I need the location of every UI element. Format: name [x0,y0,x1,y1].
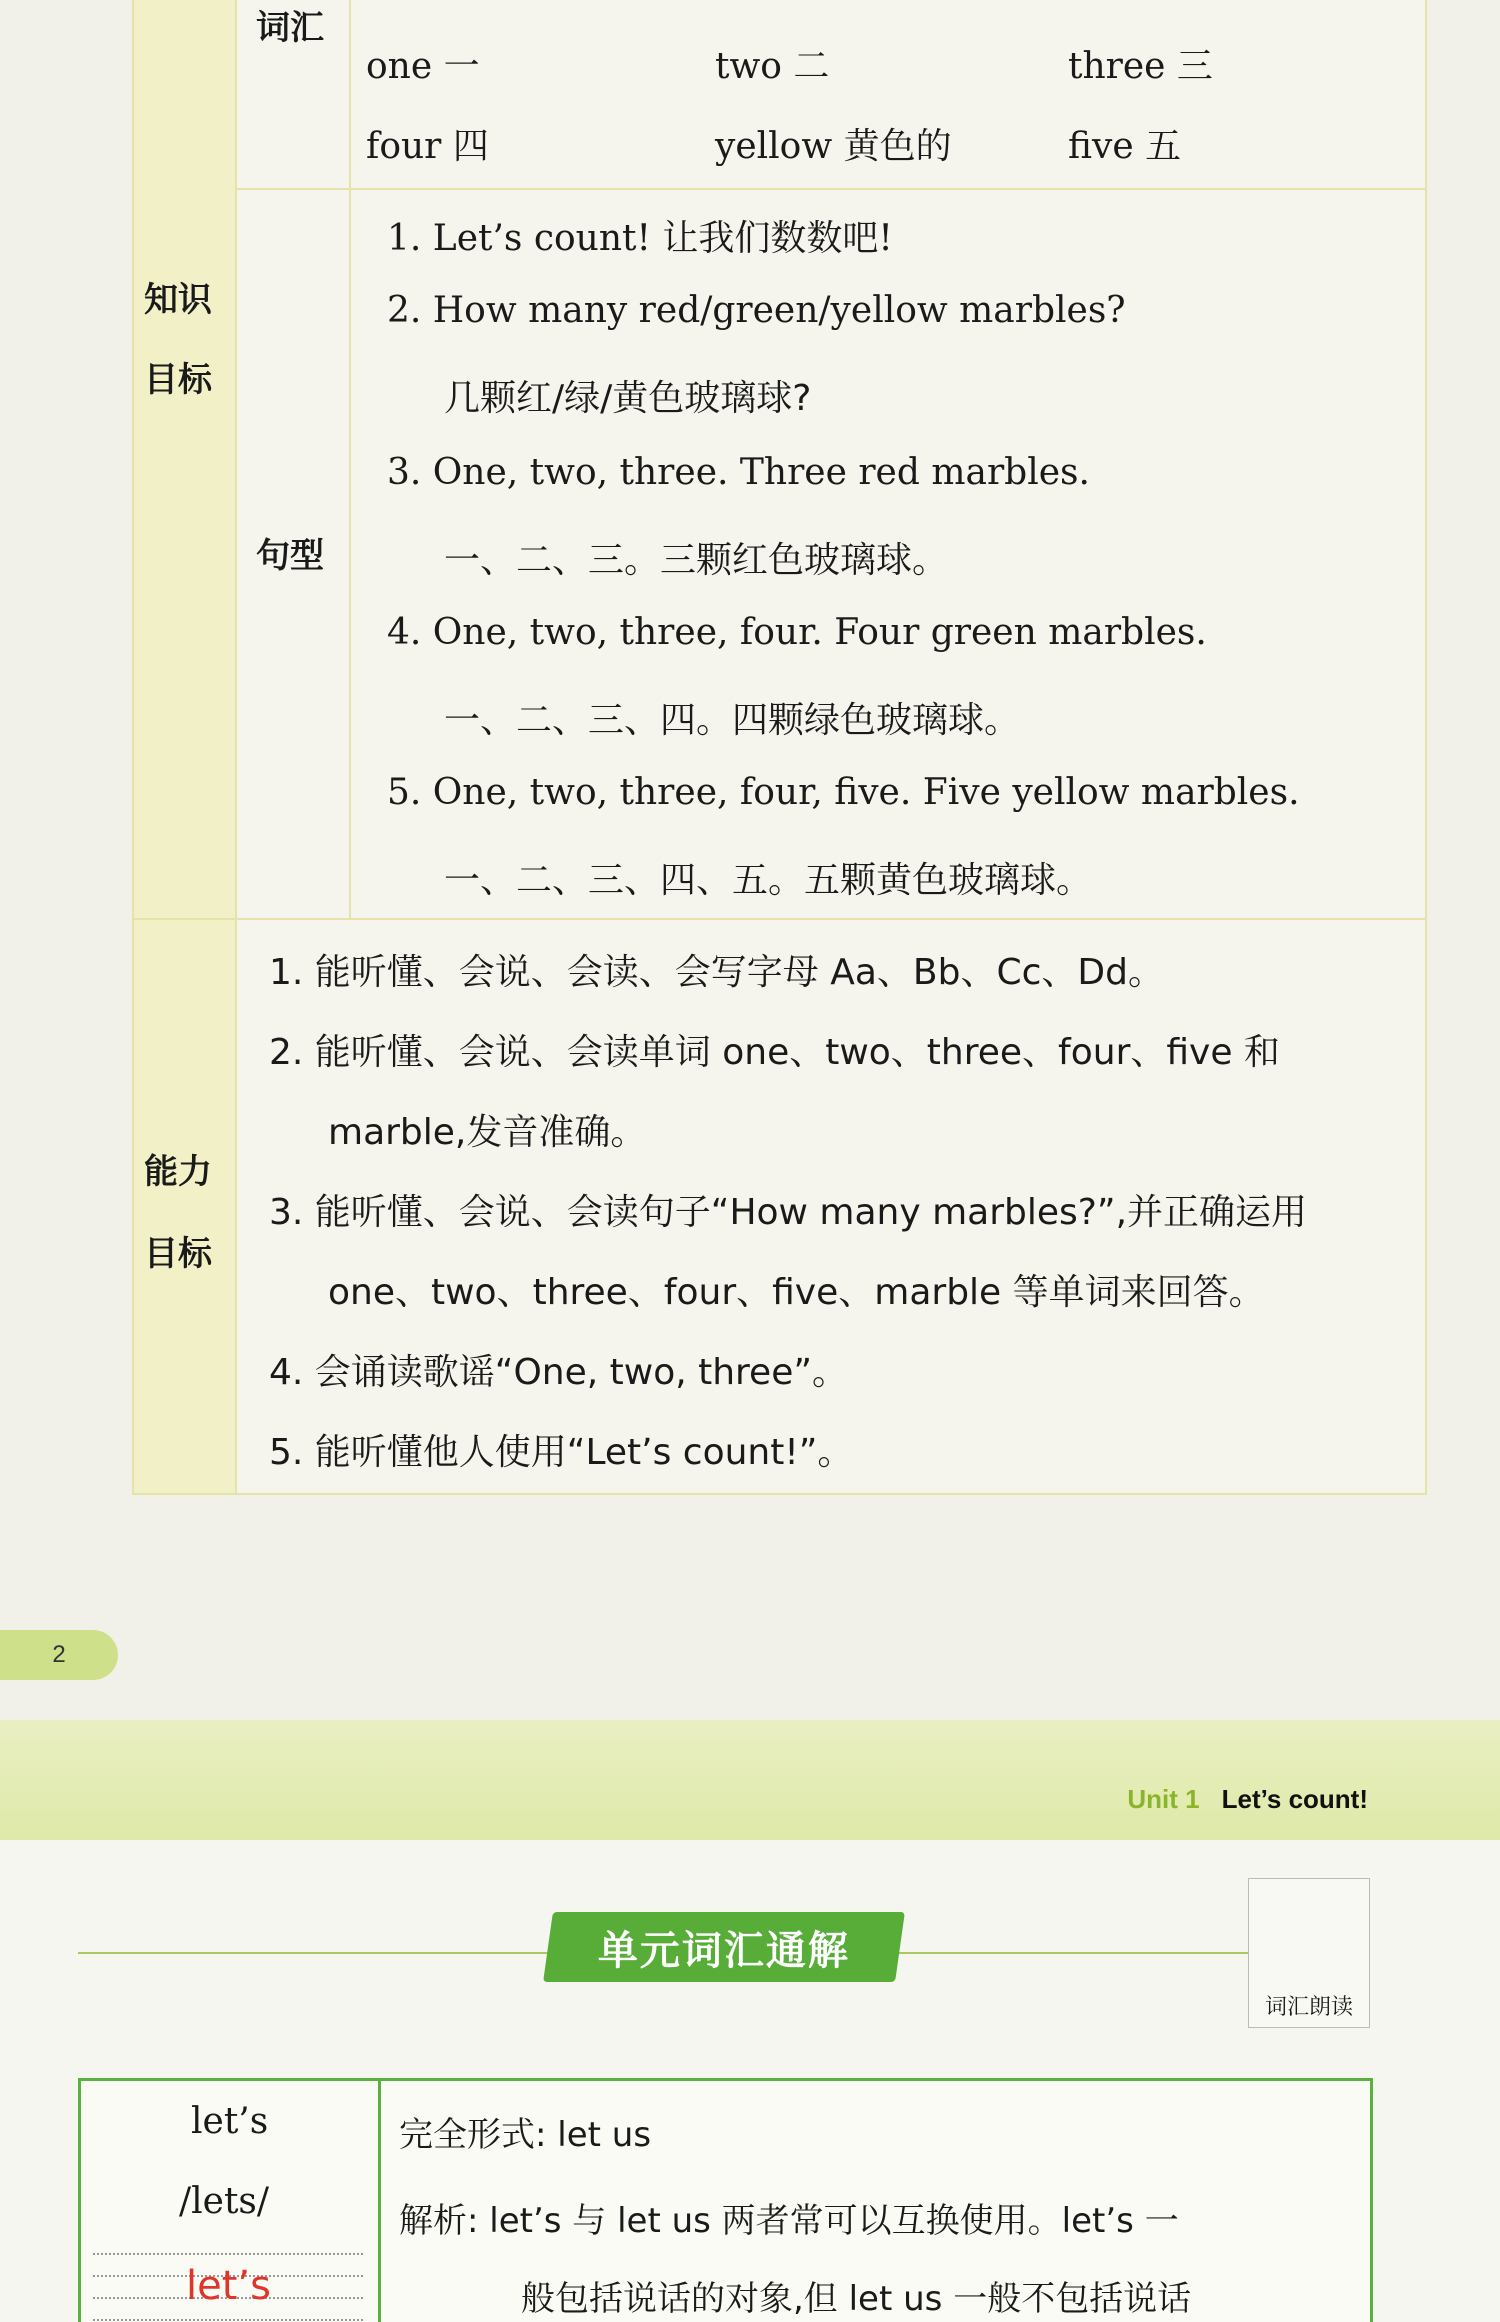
vocab-label: 词汇 [256,8,324,48]
goals-table [132,0,1427,1495]
sentence-line: 一、二、三、四。四颗绿色玻璃球。 [444,700,1021,741]
word-entry: let’s [191,2101,269,2142]
sentence-line: 2. How many red/green/yellow marbles? [387,290,1126,331]
vocab-item: yellow 黄色的 [715,126,952,167]
sentence-line: 3. One, two, three. Three red marbles. [387,452,1090,493]
unit-header-band [0,1720,1500,1840]
sentence-line: 几颗红/绿/黄色玻璃球? [444,378,812,419]
row-divider [237,188,1425,190]
lower-page [0,1720,1500,2322]
knowledge-label-2: 目标 [144,360,212,400]
vocab-audio-button[interactable] [1248,1878,1370,2028]
ability-label-2: 目标 [144,1234,212,1274]
full-form-text: 完全形式: let us [399,2115,652,2155]
ability-line: 4. 会诵读歌谣“One, two, three”。 [269,1352,848,1393]
ability-label-1: 能力 [144,1152,212,1192]
vocab-item: five 五 [1068,126,1182,167]
analysis-text: 解析: let’s 与 let us 两者常可以互换使用。let’s 一 [399,2201,1179,2241]
ability-line: 2. 能听懂、会说、会读单词 one、two、three、four、five 和 [269,1032,1280,1073]
sentence-line: 一、二、三。三颗红色玻璃球。 [444,540,949,581]
practice-line [93,2253,363,2255]
unit-heading [1127,1784,1368,1815]
ability-line: 1. 能听懂、会说、会读、会写字母 Aa、Bb、Cc、Dd。 [269,952,1164,993]
section-title: 单元词汇通解 [543,1912,905,1982]
vocab-explanation-table [78,2078,1373,2322]
word-column [81,2081,381,2322]
vocab-item: one 一 [366,46,480,87]
goals-inner-divider [349,0,351,920]
ability-line: 5. 能听懂他人使用“Let’s count!”。 [269,1432,854,1473]
knowledge-label-1: 知识 [144,280,212,320]
page-number: 2 [0,1630,118,1680]
ability-line: marble,发音准确。 [328,1112,647,1153]
vocab-audio-label: 词汇朗读 [1264,1995,1353,2020]
vocab-item: four 四 [366,126,489,167]
vocab-item: three 三 [1068,46,1213,87]
sentence-line: 4. One, two, three, four. Four green marbles. [387,612,1207,653]
practice-line [93,2319,363,2321]
sentence-line: 一、二、三、四、五。五颗黄色玻璃球。 [444,860,1093,901]
vocab-item: two 二 [715,46,830,87]
sentence-pattern-label: 句型 [256,536,324,576]
word-phonetic: /lets/ [179,2181,270,2222]
row-divider [134,918,1425,920]
unit-title: Let’s count! [1221,1784,1368,1814]
word-practice-sample: let’s [186,2263,271,2309]
unit-number: Unit 1 [1127,1784,1200,1814]
ability-line: one、two、three、four、five、marble 等单词来回答。 [328,1272,1265,1313]
sentence-line: 5. One, two, three, four, five. Five yellow marbles. [387,772,1300,813]
analysis-text: 般包括说话的对象,但 let us 一般不包括说话 [521,2279,1192,2319]
sentence-line: 1. Let’s count! 让我们数数吧! [387,218,893,259]
ability-line: 3. 能听懂、会说、会读句子“How many marbles?”,并正确运用 [269,1192,1308,1233]
